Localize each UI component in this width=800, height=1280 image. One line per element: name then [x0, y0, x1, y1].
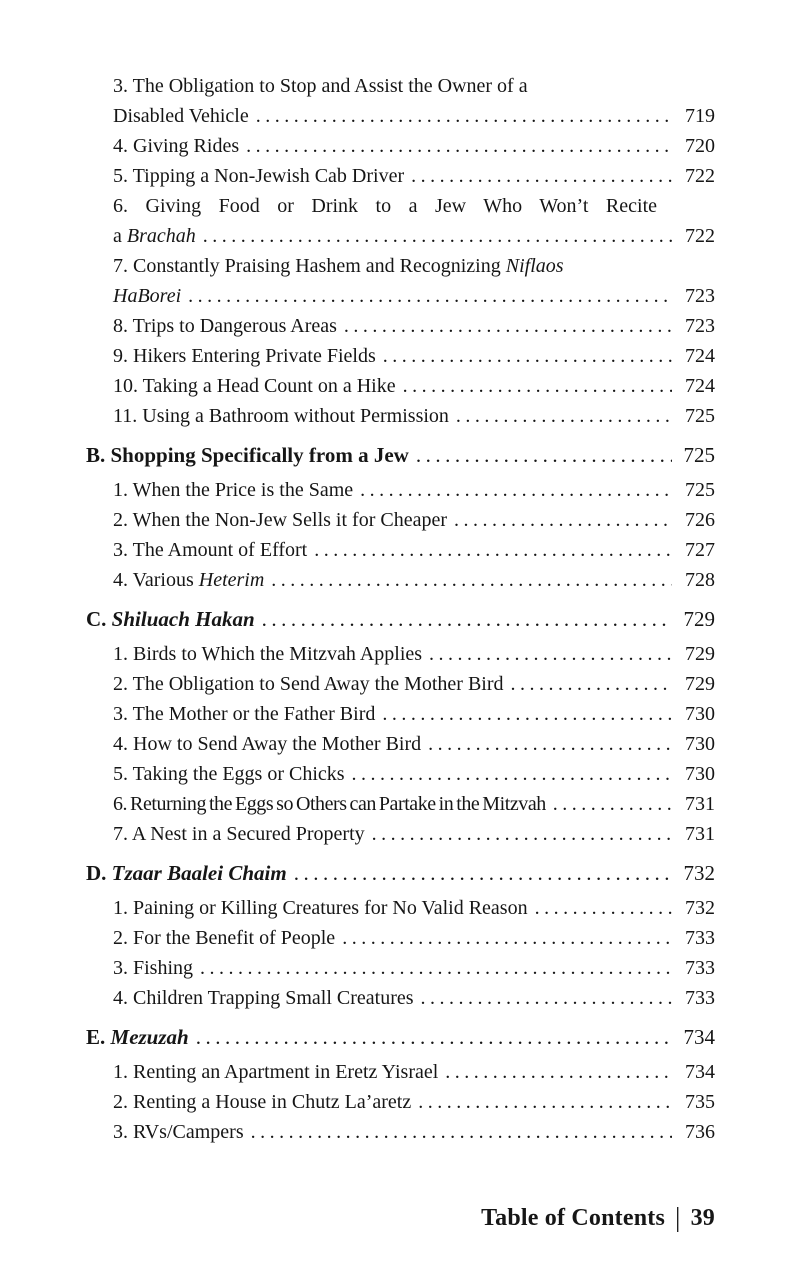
dot-leader [421, 983, 672, 1013]
entry-page-number: 736 [685, 1121, 715, 1143]
entry-page-number: 723 [685, 315, 715, 337]
entry-page-number: 728 [685, 569, 715, 591]
toc-entry-line [86, 729, 715, 759]
entry-text: 3. The Mother or the Father Bird [113, 703, 376, 725]
dot-leader [196, 1022, 672, 1052]
entry-page-number: 730 [685, 703, 715, 725]
entry-page-number: 729 [685, 643, 715, 665]
entry-page-number: 726 [685, 509, 715, 531]
toc-entry-line [86, 699, 715, 729]
toc-entry-line [86, 983, 715, 1013]
entry-text: 3. RVs/Campers [113, 1121, 244, 1143]
dot-leader [314, 535, 672, 565]
toc-entry-line [86, 1117, 715, 1147]
toc-entry-line [86, 639, 715, 669]
entry-page-number: 734 [683, 1025, 715, 1049]
toc-section-heading [86, 858, 715, 888]
dot-leader [271, 565, 672, 595]
toc-entry-line [86, 819, 715, 849]
entry-page-number: 722 [685, 165, 715, 187]
entry-page-number: 730 [685, 733, 715, 755]
dot-leader [382, 699, 672, 729]
entry-text: 1. Paining or Killing Creatures for No Valid Reason [113, 897, 528, 919]
entry-text: 1. Birds to Which the Mitzvah Applies [113, 643, 423, 665]
entry-text: HaBorei [113, 285, 182, 307]
toc-section-heading [86, 440, 715, 470]
dot-leader [262, 604, 672, 634]
entry-page-number: 719 [685, 105, 715, 127]
entry-text: 4. Children Trapping Small Creatures [113, 987, 414, 1009]
toc-section-heading [86, 604, 715, 634]
toc-entry-line [86, 341, 715, 371]
entry-page-number: 725 [685, 405, 715, 427]
entry-text: 1. When the Price is the Same [113, 479, 354, 501]
toc-section-heading [86, 1022, 715, 1052]
toc-entry-line [86, 759, 715, 789]
entry-text: 1. Renting an Apartment in Eretz Yisrael [113, 1061, 439, 1083]
entry-text: B. Shopping Specifically from a Jew [86, 443, 409, 467]
entry-page-number: 733 [685, 927, 715, 949]
dot-leader [352, 759, 672, 789]
dot-leader [256, 101, 672, 131]
footer-separator: | [674, 1202, 681, 1232]
entry-page-number: 732 [685, 897, 715, 919]
entry-text: 5. Taking the Eggs or Chicks [113, 763, 345, 785]
entry-page-number: 731 [685, 823, 715, 845]
entry-text: 6. Giving Food or Drink to a Jew Who Won’t Recite [113, 195, 657, 217]
toc-entry-line [86, 789, 715, 819]
entry-text: E. Mezuzah [86, 1025, 189, 1049]
entry-page-number: 733 [685, 957, 715, 979]
toc-entry-line [86, 311, 715, 341]
entry-page-number: 732 [683, 861, 715, 885]
toc-entry-line [86, 475, 715, 505]
toc-entry-line [86, 161, 715, 191]
entry-text: 3. The Amount of Effort [113, 539, 308, 561]
entry-page-number: 733 [685, 987, 715, 1009]
entry-text: 5. Tipping a Non-Jewish Cab Driver [113, 165, 405, 187]
dot-leader [411, 161, 672, 191]
dot-leader [203, 221, 672, 251]
entry-text: C. Shiluach Hakan [86, 607, 255, 631]
entry-text: a Brachah [113, 225, 196, 247]
dot-leader [251, 1117, 672, 1147]
toc-entry-line [86, 191, 657, 221]
entry-text: 3. Fishing [113, 957, 194, 979]
dot-leader [188, 281, 672, 311]
toc-entry-line [86, 923, 715, 953]
dot-leader [429, 639, 672, 669]
entry-text: 11. Using a Bathroom without Permission [113, 405, 449, 427]
entry-text: 6. Returning the Eggs so Others can Partake in the Mitzvah [113, 793, 546, 815]
entry-text: 2. Renting a House in Chutz La’aretz [113, 1091, 412, 1113]
toc-entry-line [86, 71, 657, 101]
entry-page-number: 727 [685, 539, 715, 561]
entry-page-number: 724 [685, 375, 715, 397]
toc-entry-line [86, 371, 715, 401]
entry-text: 9. Hikers Entering Private Fields [113, 345, 376, 367]
dot-leader [246, 131, 672, 161]
dot-leader [428, 729, 672, 759]
entry-text: 7. A Nest in a Secured Property [113, 823, 365, 845]
dot-leader [344, 311, 672, 341]
entry-page-number: 720 [685, 135, 715, 157]
entry-text: 4. Giving Rides [113, 135, 240, 157]
entry-text: 2. When the Non-Jew Sells it for Cheaper [113, 509, 447, 531]
entry-text: D. Tzaar Baalei Chaim [86, 861, 287, 885]
toc-entry-line [86, 281, 715, 311]
footer-title: Table of Contents [481, 1205, 665, 1231]
toc-entry-line [86, 131, 715, 161]
toc-entry-line [86, 893, 715, 923]
toc-entry-line [86, 505, 715, 535]
dot-leader [294, 858, 672, 888]
page-footer [481, 1201, 715, 1232]
toc-entry-line [86, 669, 715, 699]
toc-entry-line [86, 401, 715, 431]
toc-entry-line [86, 221, 715, 251]
dot-leader [535, 893, 672, 923]
dot-leader [456, 401, 672, 431]
entry-page-number: 725 [685, 479, 715, 501]
toc-entry-line [86, 535, 715, 565]
entry-text: 8. Trips to Dangerous Areas [113, 315, 337, 337]
toc-entry-line [86, 251, 657, 281]
dot-leader [553, 789, 672, 819]
entry-text: 4. Various Heterim [113, 569, 265, 591]
footer-page-number: 39 [690, 1205, 715, 1231]
entry-page-number: 731 [685, 793, 715, 815]
toc-entry-line [86, 565, 715, 595]
entry-page-number: 734 [685, 1061, 715, 1083]
toc-entry-line [86, 101, 715, 131]
entry-text: 7. Constantly Praising Hashem and Recognizing Niflaos [113, 255, 564, 277]
entry-page-number: 725 [683, 443, 715, 467]
entry-page-number: 722 [685, 225, 715, 247]
toc-entry-line [86, 1087, 715, 1117]
entry-page-number: 724 [685, 345, 715, 367]
dot-leader [445, 1057, 672, 1087]
toc-entry-line [86, 953, 715, 983]
toc-list [86, 71, 715, 1147]
entry-page-number: 729 [683, 607, 715, 631]
entry-text: Disabled Vehicle [113, 105, 249, 127]
entry-text: 3. The Obligation to Stop and Assist the Owner of a [113, 75, 528, 97]
dot-leader [342, 923, 672, 953]
dot-leader [418, 1087, 672, 1117]
entry-page-number: 730 [685, 763, 715, 785]
dot-leader [416, 440, 672, 470]
dot-leader [372, 819, 672, 849]
entry-page-number: 735 [685, 1091, 715, 1113]
dot-leader [200, 953, 672, 983]
entry-text: 2. The Obligation to Send Away the Mother Bird [113, 673, 504, 695]
dot-leader [454, 505, 672, 535]
toc-entry-line [86, 1057, 715, 1087]
dot-leader [403, 371, 672, 401]
entry-page-number: 729 [685, 673, 715, 695]
entry-text: 2. For the Benefit of People [113, 927, 336, 949]
dot-leader [383, 341, 672, 371]
entry-text: 10. Taking a Head Count on a Hike [113, 375, 396, 397]
dot-leader [511, 669, 672, 699]
dot-leader [360, 475, 672, 505]
entry-text: 4. How to Send Away the Mother Bird [113, 733, 422, 755]
entry-page-number: 723 [685, 285, 715, 307]
